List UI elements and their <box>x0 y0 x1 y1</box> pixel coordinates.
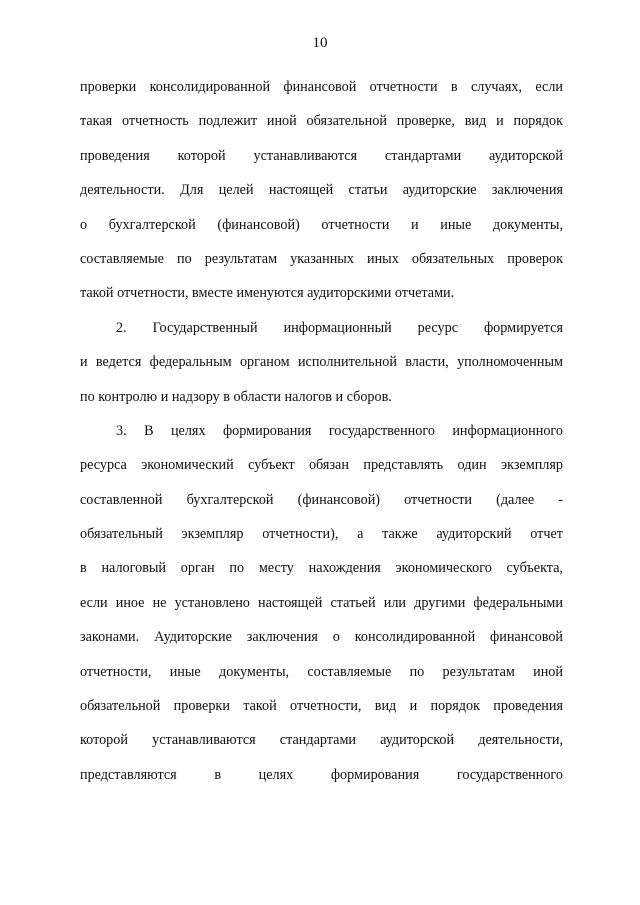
text-line: и ведется федеральным органом исполнительной власти, уполномоченным <box>80 354 563 371</box>
text-line: отчетности, иные документы, составляемые по результатам иной <box>80 663 563 680</box>
text-line: такой отчетности, вместе именуются аудиторскими отчетами. <box>80 285 455 302</box>
page-number: 10 <box>312 35 328 51</box>
text-line: составляемые по результатам указанных иных обязательных проверок <box>80 250 563 267</box>
body-text <box>80 70 563 792</box>
text-line: такая отчетность подлежит иной обязательной проверке, вид и порядок <box>80 113 563 130</box>
text-line: обязательной проверки такой отчетности, вид и порядок проведения <box>80 698 563 715</box>
text-line: деятельности. Для целей настоящей статьи аудиторские заключения <box>80 182 563 199</box>
text-line: законами. Аудиторские заключения о консолидированной финансовой <box>80 629 563 646</box>
text-line: 2. Государственный информационный ресурс формируется <box>116 319 563 336</box>
text-line: если иное не установлено настоящей статьей или другими федеральными <box>80 594 563 611</box>
paragraph-2 <box>80 311 563 414</box>
text-line: по контролю и надзору в области налогов и сборов. <box>80 388 392 405</box>
paragraph-3 <box>80 414 563 792</box>
text-line: в налоговый орган по месту нахождения экономического субъекта, <box>80 560 563 577</box>
text-line: представляются в целях формирования государственного <box>80 766 563 783</box>
text-line: обязательный экземпляр отчетности), а также аудиторский отчет <box>80 526 563 543</box>
text-line: проведения которой устанавливаются стандартами аудиторской <box>80 147 563 164</box>
paragraph-1 <box>80 70 563 311</box>
text-line: которой устанавливаются стандартами аудиторской деятельности, <box>80 732 563 749</box>
text-line: о бухгалтерской (финансовой) отчетности и иные документы, <box>80 216 563 233</box>
text-line: ресурса экономический субъект обязан представлять один экземпляр <box>80 457 563 474</box>
text-line: составленной бухгалтерской (финансовой) отчетности (далее - <box>80 491 563 508</box>
text-line: проверки консолидированной финансовой отчетности в случаях, если <box>80 79 563 95</box>
text-line: 3. В целях формирования государственного информационного <box>116 422 563 439</box>
